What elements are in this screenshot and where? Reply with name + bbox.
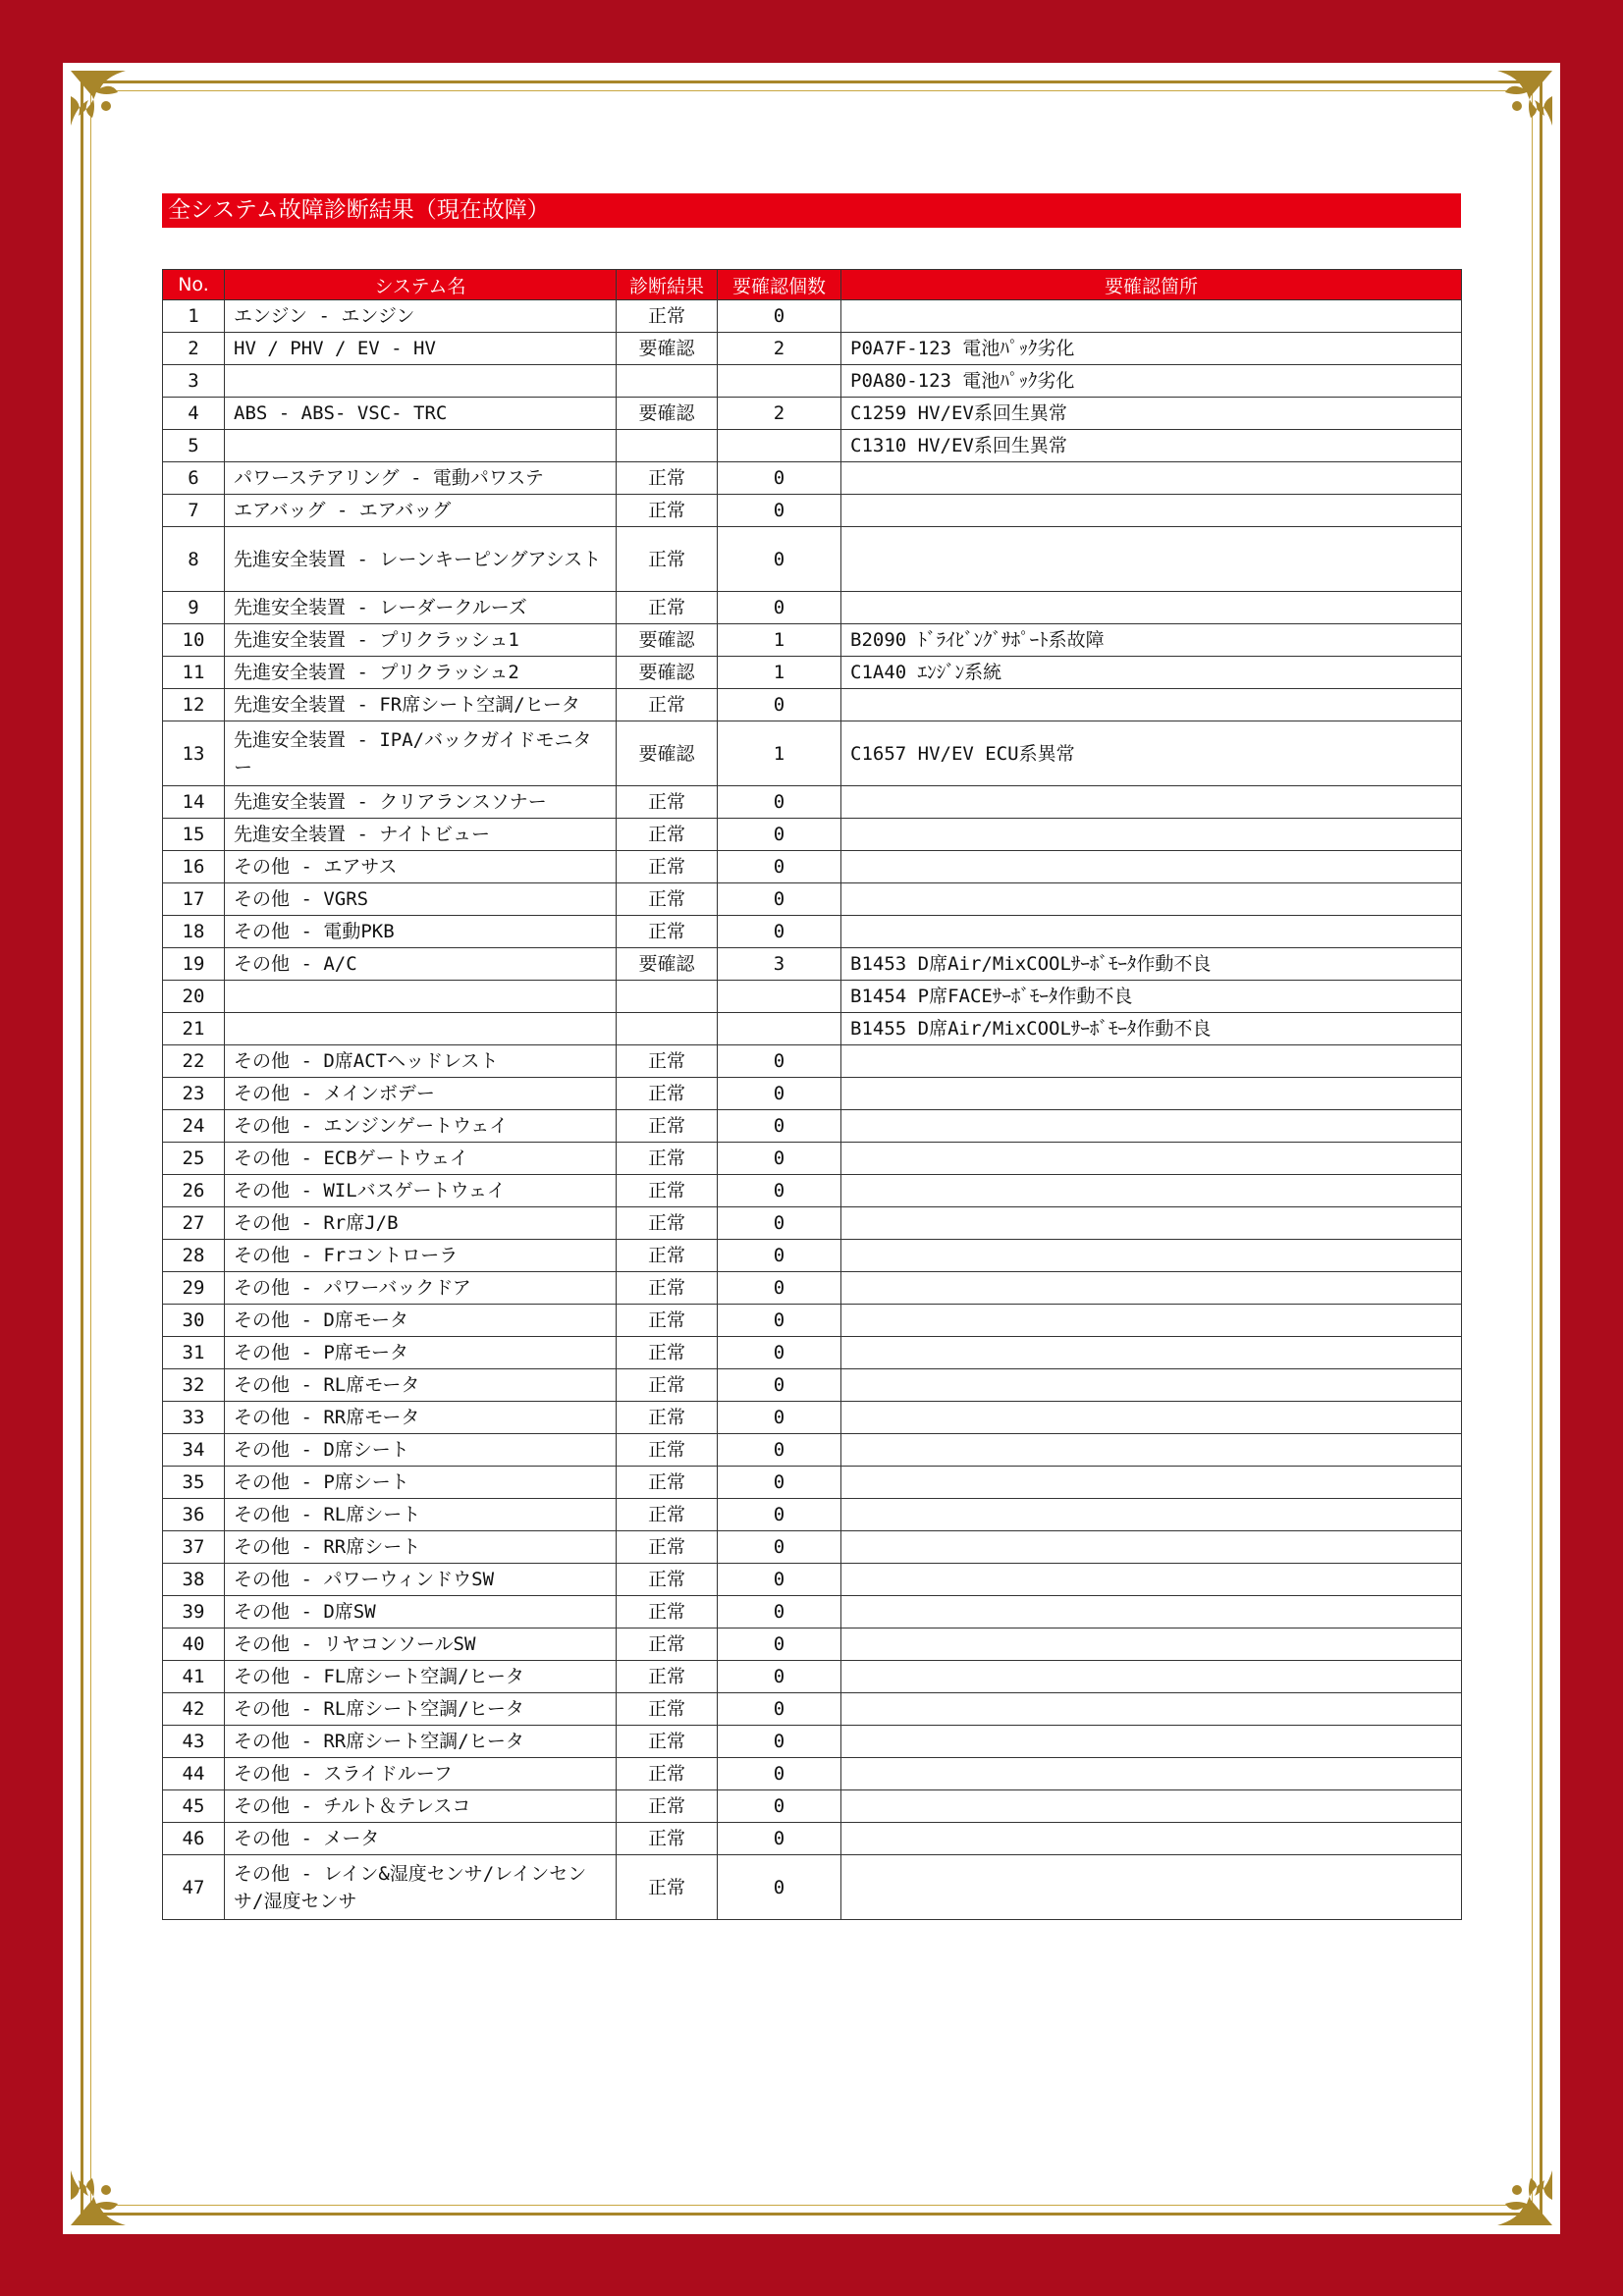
cell-count: 0 — [718, 1434, 841, 1467]
cell-result: 正常 — [617, 1661, 718, 1693]
table-row — [163, 1272, 1462, 1305]
cell-count: 0 — [718, 786, 841, 819]
cell-no: 43 — [163, 1726, 225, 1758]
table-row — [163, 1369, 1462, 1402]
table-row — [163, 819, 1462, 851]
cell-detail: C1657 HV/EV ECU系異常 — [841, 721, 1462, 786]
cell-detail — [841, 1726, 1462, 1758]
cell-system-name: 先進安全装置 - FR席シート空調/ヒータ — [225, 689, 617, 721]
cell-detail — [841, 1337, 1462, 1369]
cell-count: 0 — [718, 1596, 841, 1629]
corner-ornament-icon — [1468, 2141, 1556, 2229]
cell-count: 0 — [718, 1305, 841, 1337]
cell-result: 正常 — [617, 851, 718, 883]
cell-result: 正常 — [617, 1693, 718, 1726]
cell-count: 2 — [718, 398, 841, 430]
cell-count: 0 — [718, 1629, 841, 1661]
table-row — [163, 365, 1462, 398]
cell-no: 1 — [163, 300, 225, 333]
cell-result: 正常 — [617, 786, 718, 819]
cell-count: 0 — [718, 1726, 841, 1758]
cell-detail: B1453 D席Air/MixCOOLｻｰﾎﾞﾓｰﾀ作動不良 — [841, 948, 1462, 981]
cell-result: 正常 — [617, 1337, 718, 1369]
cell-result: 要確認 — [617, 398, 718, 430]
cell-no: 34 — [163, 1434, 225, 1467]
cell-detail — [841, 1596, 1462, 1629]
cell-no: 7 — [163, 495, 225, 527]
cell-system-name: その他 - Frコントローラ — [225, 1240, 617, 1272]
cell-count — [718, 365, 841, 398]
cell-no: 9 — [163, 592, 225, 624]
cell-result: 正常 — [617, 1531, 718, 1564]
cell-result: 正常 — [617, 1402, 718, 1434]
table-row — [163, 786, 1462, 819]
cell-detail — [841, 1661, 1462, 1693]
cell-system-name: その他 - FL席シート空調/ヒータ — [225, 1661, 617, 1693]
cell-no: 15 — [163, 819, 225, 851]
table-row — [163, 883, 1462, 916]
diagnosis-table — [162, 269, 1462, 1920]
cell-count: 0 — [718, 1758, 841, 1790]
table-row — [163, 1823, 1462, 1855]
cell-system-name: 先進安全装置 - レーダークルーズ — [225, 592, 617, 624]
cell-count: 0 — [718, 689, 841, 721]
table-row — [163, 1596, 1462, 1629]
cell-system-name: 先進安全装置 - ナイトビュー — [225, 819, 617, 851]
cell-no: 29 — [163, 1272, 225, 1305]
table-row — [163, 1629, 1462, 1661]
cell-system-name: その他 - WILバスゲートウェイ — [225, 1175, 617, 1207]
cell-result: 正常 — [617, 1726, 718, 1758]
cell-no: 14 — [163, 786, 225, 819]
cell-result: 正常 — [617, 1467, 718, 1499]
cell-no: 20 — [163, 981, 225, 1013]
table-row — [163, 1499, 1462, 1531]
cell-count — [718, 981, 841, 1013]
header-count: 要確認個数 — [718, 270, 841, 300]
table-row — [163, 462, 1462, 495]
cell-detail — [841, 786, 1462, 819]
table-header-row — [163, 270, 1462, 300]
cell-detail — [841, 1207, 1462, 1240]
cell-count: 0 — [718, 916, 841, 948]
cell-no: 46 — [163, 1823, 225, 1855]
cell-no: 4 — [163, 398, 225, 430]
cell-result: 要確認 — [617, 333, 718, 365]
cell-system-name: その他 - RL席シート — [225, 1499, 617, 1531]
cell-detail — [841, 1855, 1462, 1920]
cell-system-name: パワーステアリング - 電動パワステ — [225, 462, 617, 495]
cell-no: 17 — [163, 883, 225, 916]
cell-count: 0 — [718, 1499, 841, 1531]
table-row — [163, 1013, 1462, 1045]
cell-system-name: HV / PHV / EV - HV — [225, 333, 617, 365]
cell-no: 5 — [163, 430, 225, 462]
cell-system-name: その他 - メインボデー — [225, 1078, 617, 1110]
cell-result: 正常 — [617, 1078, 718, 1110]
table-row — [163, 1305, 1462, 1337]
cell-detail — [841, 916, 1462, 948]
header-detail: 要確認箇所 — [841, 270, 1462, 300]
cell-detail — [841, 462, 1462, 495]
table-row — [163, 1564, 1462, 1596]
cell-no: 44 — [163, 1758, 225, 1790]
cell-system-name: その他 - RR席モータ — [225, 1402, 617, 1434]
cell-count: 0 — [718, 1272, 841, 1305]
cell-count — [718, 430, 841, 462]
cell-no: 36 — [163, 1499, 225, 1531]
table-row — [163, 1531, 1462, 1564]
cell-system-name: 先進安全装置 - プリクラッシュ2 — [225, 657, 617, 689]
cell-no: 47 — [163, 1855, 225, 1920]
corner-ornament-icon — [67, 67, 155, 155]
table-row — [163, 592, 1462, 624]
cell-system-name — [225, 981, 617, 1013]
cell-result: 正常 — [617, 689, 718, 721]
table-row — [163, 1337, 1462, 1369]
cell-system-name: その他 - A/C — [225, 948, 617, 981]
cell-system-name: その他 - VGRS — [225, 883, 617, 916]
cell-result — [617, 365, 718, 398]
cell-result: 正常 — [617, 1564, 718, 1596]
cell-detail — [841, 819, 1462, 851]
table-row — [163, 1078, 1462, 1110]
cell-system-name — [225, 365, 617, 398]
report-title: 全システム故障診断結果（現在故障） — [162, 193, 1461, 228]
cell-count: 0 — [718, 1045, 841, 1078]
cell-count: 0 — [718, 1175, 841, 1207]
cell-result: 正常 — [617, 1434, 718, 1467]
cell-no: 24 — [163, 1110, 225, 1143]
cell-detail — [841, 1758, 1462, 1790]
cell-system-name: その他 - チルト＆テレスコ — [225, 1790, 617, 1823]
cell-no: 16 — [163, 851, 225, 883]
cell-result: 正常 — [617, 1596, 718, 1629]
cell-system-name: その他 - D席ACTヘッドレスト — [225, 1045, 617, 1078]
cell-system-name: その他 - メータ — [225, 1823, 617, 1855]
cell-system-name: その他 - RR席シート空調/ヒータ — [225, 1726, 617, 1758]
cell-count: 1 — [718, 657, 841, 689]
cell-detail — [841, 689, 1462, 721]
cell-result: 正常 — [617, 1823, 718, 1855]
cell-system-name: その他 - パワーウィンドウSW — [225, 1564, 617, 1596]
table-row — [163, 948, 1462, 981]
cell-detail — [841, 1564, 1462, 1596]
cell-no: 8 — [163, 527, 225, 592]
cell-no: 28 — [163, 1240, 225, 1272]
cell-count: 0 — [718, 1467, 841, 1499]
cell-result: 正常 — [617, 883, 718, 916]
cell-result: 正常 — [617, 1369, 718, 1402]
cell-no: 30 — [163, 1305, 225, 1337]
cell-result: 正常 — [617, 462, 718, 495]
cell-count: 0 — [718, 1693, 841, 1726]
cell-count: 0 — [718, 1240, 841, 1272]
cell-result: 正常 — [617, 300, 718, 333]
cell-system-name: その他 - リヤコンソールSW — [225, 1629, 617, 1661]
cell-system-name: エンジン - エンジン — [225, 300, 617, 333]
cell-result: 要確認 — [617, 721, 718, 786]
table-row — [163, 721, 1462, 786]
table-row — [163, 1045, 1462, 1078]
cell-detail: B1455 D席Air/MixCOOLｻｰﾎﾞﾓｰﾀ作動不良 — [841, 1013, 1462, 1045]
cell-no: 38 — [163, 1564, 225, 1596]
cell-result: 正常 — [617, 1240, 718, 1272]
cell-system-name: その他 - パワーバックドア — [225, 1272, 617, 1305]
cell-detail — [841, 1790, 1462, 1823]
table-row — [163, 1207, 1462, 1240]
cell-no: 32 — [163, 1369, 225, 1402]
cell-detail — [841, 851, 1462, 883]
cell-no: 33 — [163, 1402, 225, 1434]
cell-system-name: その他 - P席シート — [225, 1467, 617, 1499]
cell-detail: C1310 HV/EV系回生異常 — [841, 430, 1462, 462]
cell-count: 1 — [718, 721, 841, 786]
cell-detail — [841, 1823, 1462, 1855]
table-row — [163, 1175, 1462, 1207]
cell-result: 正常 — [617, 1790, 718, 1823]
cell-count: 0 — [718, 1078, 841, 1110]
cell-result: 正常 — [617, 527, 718, 592]
cell-result: 正常 — [617, 1272, 718, 1305]
table-row — [163, 1467, 1462, 1499]
cell-system-name: その他 - ECBゲートウェイ — [225, 1143, 617, 1175]
table-body — [163, 300, 1462, 1920]
cell-result — [617, 1013, 718, 1045]
table-row — [163, 981, 1462, 1013]
cell-system-name: その他 - P席モータ — [225, 1337, 617, 1369]
cell-count: 0 — [718, 462, 841, 495]
cell-detail — [841, 300, 1462, 333]
cell-detail: P0A7F-123 電池ﾊﾟｯｸ劣化 — [841, 333, 1462, 365]
table-row — [163, 495, 1462, 527]
cell-result: 正常 — [617, 1207, 718, 1240]
cell-result: 要確認 — [617, 948, 718, 981]
corner-ornament-icon — [1468, 67, 1556, 155]
cell-system-name: その他 - D席モータ — [225, 1305, 617, 1337]
cell-no: 23 — [163, 1078, 225, 1110]
table-row — [163, 398, 1462, 430]
cell-result — [617, 430, 718, 462]
cell-no: 13 — [163, 721, 225, 786]
cell-system-name: その他 - RL席シート空調/ヒータ — [225, 1693, 617, 1726]
cell-result: 正常 — [617, 1110, 718, 1143]
cell-result: 要確認 — [617, 657, 718, 689]
cell-count: 0 — [718, 1402, 841, 1434]
cell-count: 1 — [718, 624, 841, 657]
table-row — [163, 1661, 1462, 1693]
cell-system-name: その他 - スライドルーフ — [225, 1758, 617, 1790]
cell-no: 10 — [163, 624, 225, 657]
cell-system-name — [225, 430, 617, 462]
cell-no: 22 — [163, 1045, 225, 1078]
cell-no: 11 — [163, 657, 225, 689]
cell-detail: B2090 ﾄﾞﾗｲﾋﾞﾝｸﾞｻﾎﾟｰﾄ系故障 — [841, 624, 1462, 657]
cell-no: 42 — [163, 1693, 225, 1726]
cell-count — [718, 1013, 841, 1045]
cell-system-name: その他 - RR席シート — [225, 1531, 617, 1564]
cell-no: 45 — [163, 1790, 225, 1823]
cell-detail: C1A40 ｴﾝｼﾞﾝ系統 — [841, 657, 1462, 689]
cell-no: 41 — [163, 1661, 225, 1693]
cell-no: 25 — [163, 1143, 225, 1175]
cell-result: 正常 — [617, 1855, 718, 1920]
cell-detail — [841, 1078, 1462, 1110]
cell-count: 0 — [718, 1661, 841, 1693]
cell-result — [617, 981, 718, 1013]
cell-system-name: 先進安全装置 - IPA/バックガイドモニター — [225, 721, 617, 786]
cell-result: 正常 — [617, 916, 718, 948]
cell-count: 0 — [718, 527, 841, 592]
table-row — [163, 333, 1462, 365]
cell-count: 0 — [718, 1790, 841, 1823]
table-row — [163, 1402, 1462, 1434]
cell-system-name: その他 - 電動PKB — [225, 916, 617, 948]
cell-detail — [841, 1175, 1462, 1207]
cell-system-name — [225, 1013, 617, 1045]
cell-no: 3 — [163, 365, 225, 398]
header-system-name: システム名 — [225, 270, 617, 300]
cell-count: 0 — [718, 1564, 841, 1596]
cell-no: 19 — [163, 948, 225, 981]
cell-count: 0 — [718, 1369, 841, 1402]
cell-system-name: ABS - ABS- VSC- TRC — [225, 398, 617, 430]
cell-no: 6 — [163, 462, 225, 495]
cell-detail — [841, 1531, 1462, 1564]
cell-result: 正常 — [617, 1143, 718, 1175]
cell-result: 正常 — [617, 495, 718, 527]
cell-system-name: その他 - RL席モータ — [225, 1369, 617, 1402]
table-row — [163, 1855, 1462, 1920]
cell-result: 正常 — [617, 1045, 718, 1078]
cell-count: 2 — [718, 333, 841, 365]
cell-detail — [841, 1402, 1462, 1434]
cell-no: 40 — [163, 1629, 225, 1661]
cell-result: 正常 — [617, 1175, 718, 1207]
cell-count: 0 — [718, 1531, 841, 1564]
cell-detail — [841, 1143, 1462, 1175]
cell-no: 12 — [163, 689, 225, 721]
cell-no: 31 — [163, 1337, 225, 1369]
cell-system-name: 先進安全装置 - プリクラッシュ1 — [225, 624, 617, 657]
table-row — [163, 916, 1462, 948]
table-row — [163, 1693, 1462, 1726]
table-row — [163, 1726, 1462, 1758]
cell-system-name: 先進安全装置 - クリアランスソナー — [225, 786, 617, 819]
cell-count: 0 — [718, 300, 841, 333]
corner-ornament-icon — [67, 2141, 155, 2229]
cell-count: 0 — [718, 819, 841, 851]
table-row — [163, 527, 1462, 592]
cell-count: 0 — [718, 1207, 841, 1240]
cell-detail: C1259 HV/EV系回生異常 — [841, 398, 1462, 430]
cell-count: 0 — [718, 1337, 841, 1369]
cell-count: 0 — [718, 1823, 841, 1855]
cell-result: 正常 — [617, 592, 718, 624]
cell-detail — [841, 1045, 1462, 1078]
cell-result: 正常 — [617, 1305, 718, 1337]
cell-detail — [841, 1110, 1462, 1143]
cell-detail — [841, 1693, 1462, 1726]
cell-system-name: その他 - エアサス — [225, 851, 617, 883]
cell-count: 0 — [718, 1143, 841, 1175]
table-row — [163, 1143, 1462, 1175]
table-row — [163, 1110, 1462, 1143]
cell-detail — [841, 1305, 1462, 1337]
cell-system-name: その他 - レイン&湿度センサ/レインセンサ/湿度センサ — [225, 1855, 617, 1920]
table-row — [163, 1434, 1462, 1467]
cell-no: 35 — [163, 1467, 225, 1499]
cell-count: 0 — [718, 1110, 841, 1143]
table-row — [163, 851, 1462, 883]
cell-detail — [841, 1499, 1462, 1531]
cell-detail: P0A80-123 電池ﾊﾟｯｸ劣化 — [841, 365, 1462, 398]
cell-detail — [841, 883, 1462, 916]
table-row — [163, 1240, 1462, 1272]
cell-system-name: その他 - Rr席J/B — [225, 1207, 617, 1240]
table-row — [163, 430, 1462, 462]
cell-count: 0 — [718, 883, 841, 916]
table-row — [163, 689, 1462, 721]
cell-count: 0 — [718, 592, 841, 624]
cell-detail — [841, 527, 1462, 592]
cell-system-name: エアバッグ - エアバッグ — [225, 495, 617, 527]
table-row — [163, 657, 1462, 689]
cell-detail — [841, 1434, 1462, 1467]
cell-result: 正常 — [617, 1629, 718, 1661]
cell-result: 正常 — [617, 1758, 718, 1790]
cell-detail — [841, 1272, 1462, 1305]
cell-system-name: 先進安全装置 - レーンキーピングアシスト — [225, 527, 617, 592]
cell-detail — [841, 1240, 1462, 1272]
header-no: No. — [163, 270, 225, 300]
cell-count: 0 — [718, 495, 841, 527]
table-row — [163, 624, 1462, 657]
cell-system-name: その他 - D席SW — [225, 1596, 617, 1629]
cell-result: 要確認 — [617, 624, 718, 657]
cell-no: 21 — [163, 1013, 225, 1045]
cell-detail — [841, 1369, 1462, 1402]
cell-no: 2 — [163, 333, 225, 365]
cell-no: 18 — [163, 916, 225, 948]
cell-count: 0 — [718, 851, 841, 883]
cell-detail — [841, 1629, 1462, 1661]
cell-result: 正常 — [617, 819, 718, 851]
table-row — [163, 1790, 1462, 1823]
cell-result: 正常 — [617, 1499, 718, 1531]
cell-count: 0 — [718, 1855, 841, 1920]
cell-count: 3 — [718, 948, 841, 981]
cell-detail: B1454 P席FACEｻｰﾎﾞﾓｰﾀ作動不良 — [841, 981, 1462, 1013]
cell-detail — [841, 592, 1462, 624]
table-row — [163, 300, 1462, 333]
table-row — [163, 1758, 1462, 1790]
cell-detail — [841, 1467, 1462, 1499]
cell-no: 37 — [163, 1531, 225, 1564]
header-result: 診断結果 — [617, 270, 718, 300]
cell-system-name: その他 - D席シート — [225, 1434, 617, 1467]
cell-no: 26 — [163, 1175, 225, 1207]
cell-detail — [841, 495, 1462, 527]
cell-no: 27 — [163, 1207, 225, 1240]
cell-no: 39 — [163, 1596, 225, 1629]
cell-system-name: その他 - エンジンゲートウェイ — [225, 1110, 617, 1143]
